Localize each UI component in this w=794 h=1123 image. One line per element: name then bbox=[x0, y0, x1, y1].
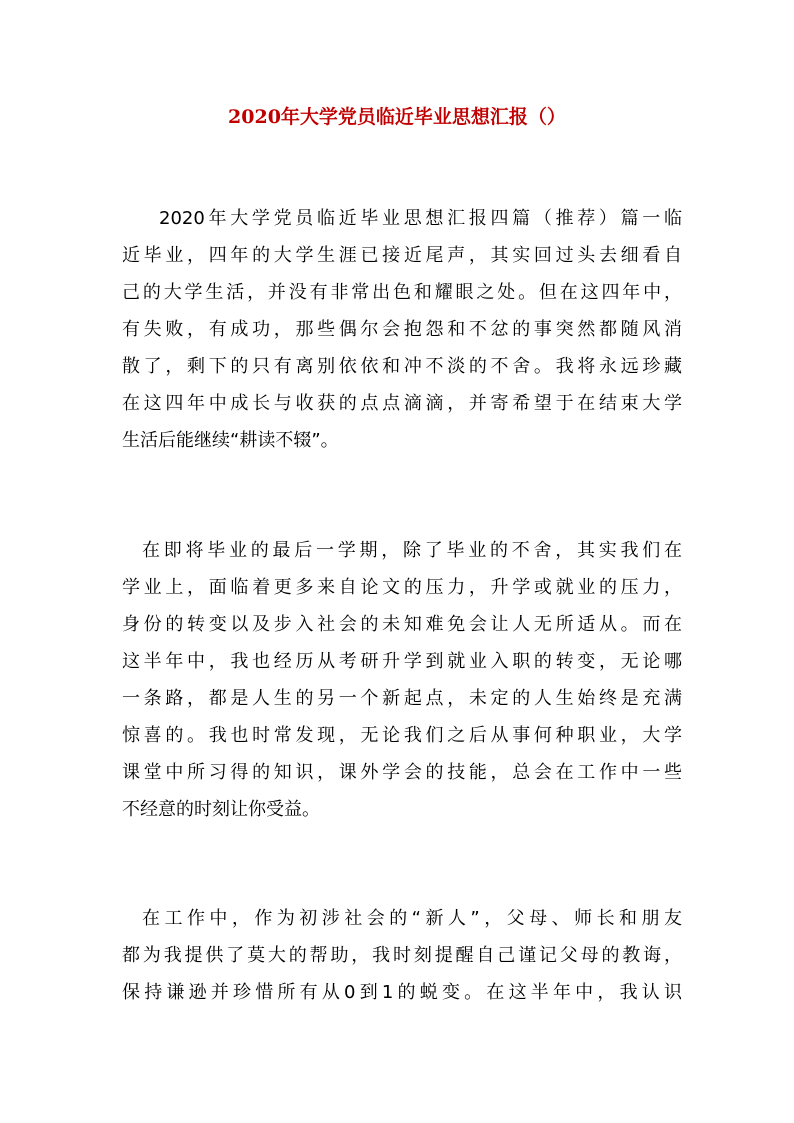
paragraph-line: 都为我提供了莫大的帮助，我时刻提醒自己谨记父母的教诲， bbox=[122, 945, 682, 966]
paragraph-line: 身份的转变以及步入社会的未知难免会让人无所适从。而在 bbox=[122, 614, 682, 635]
paragraph-line: 生活后能继续“耕读不辍”。 bbox=[122, 430, 339, 451]
paragraph-3 bbox=[122, 900, 682, 1011]
paragraph-line: 己的大学生活，并没有非常出色和耀眼之处。但在这四年中， bbox=[122, 282, 682, 303]
paragraph-line: 有失败，有成功，那些偶尔会抱怨和不忿的事突然都随风消 bbox=[122, 319, 682, 340]
paragraph-line: 保持谦逊并珍惜所有从0到1的蜕变。在这半年中，我认识 bbox=[122, 982, 682, 1003]
paragraph-line: 不经意的时刻让你受益。 bbox=[122, 799, 320, 820]
paragraph-line: 这半年中，我也经历从考研升学到就业入职的转变，无论哪 bbox=[122, 651, 682, 672]
paragraph-line: 散了，剩下的只有离别依依和冲不淡的不舍。我将永远珍藏 bbox=[122, 356, 682, 377]
paragraph-line: 2020年大学党员临近毕业思想汇报四篇（推荐）篇一临 bbox=[159, 208, 682, 229]
paragraph-2 bbox=[122, 532, 682, 828]
paragraph-line: 学业上，面临着更多来自论文的压力，升学或就业的压力， bbox=[122, 577, 682, 598]
paragraph-line: 近毕业，四年的大学生涯已接近尾声，其实回过头去细看自 bbox=[122, 245, 682, 266]
paragraph-line: 一条路，都是人生的另一个新起点，未定的人生始终是充满 bbox=[122, 688, 682, 709]
paragraph-line: 在即将毕业的最后一学期，除了毕业的不舍，其实我们在 bbox=[142, 540, 682, 561]
paragraph-line: 课堂中所习得的知识，课外学会的技能，总会在工作中一些 bbox=[122, 762, 682, 783]
paragraph-line: 在这四年中成长与收获的点点滴滴，并寄希望于在结束大学 bbox=[122, 393, 682, 414]
paragraph-line: 在工作中，作为初涉社会的“新人”，父母、师长和朋友 bbox=[142, 908, 682, 929]
paragraph-1 bbox=[122, 200, 682, 459]
paragraph-line: 惊喜的。我也时常发现，无论我们之后从事何种职业，大学 bbox=[122, 725, 682, 746]
document-title: 2020年大学党员临近毕业思想汇报（） bbox=[228, 106, 566, 128]
